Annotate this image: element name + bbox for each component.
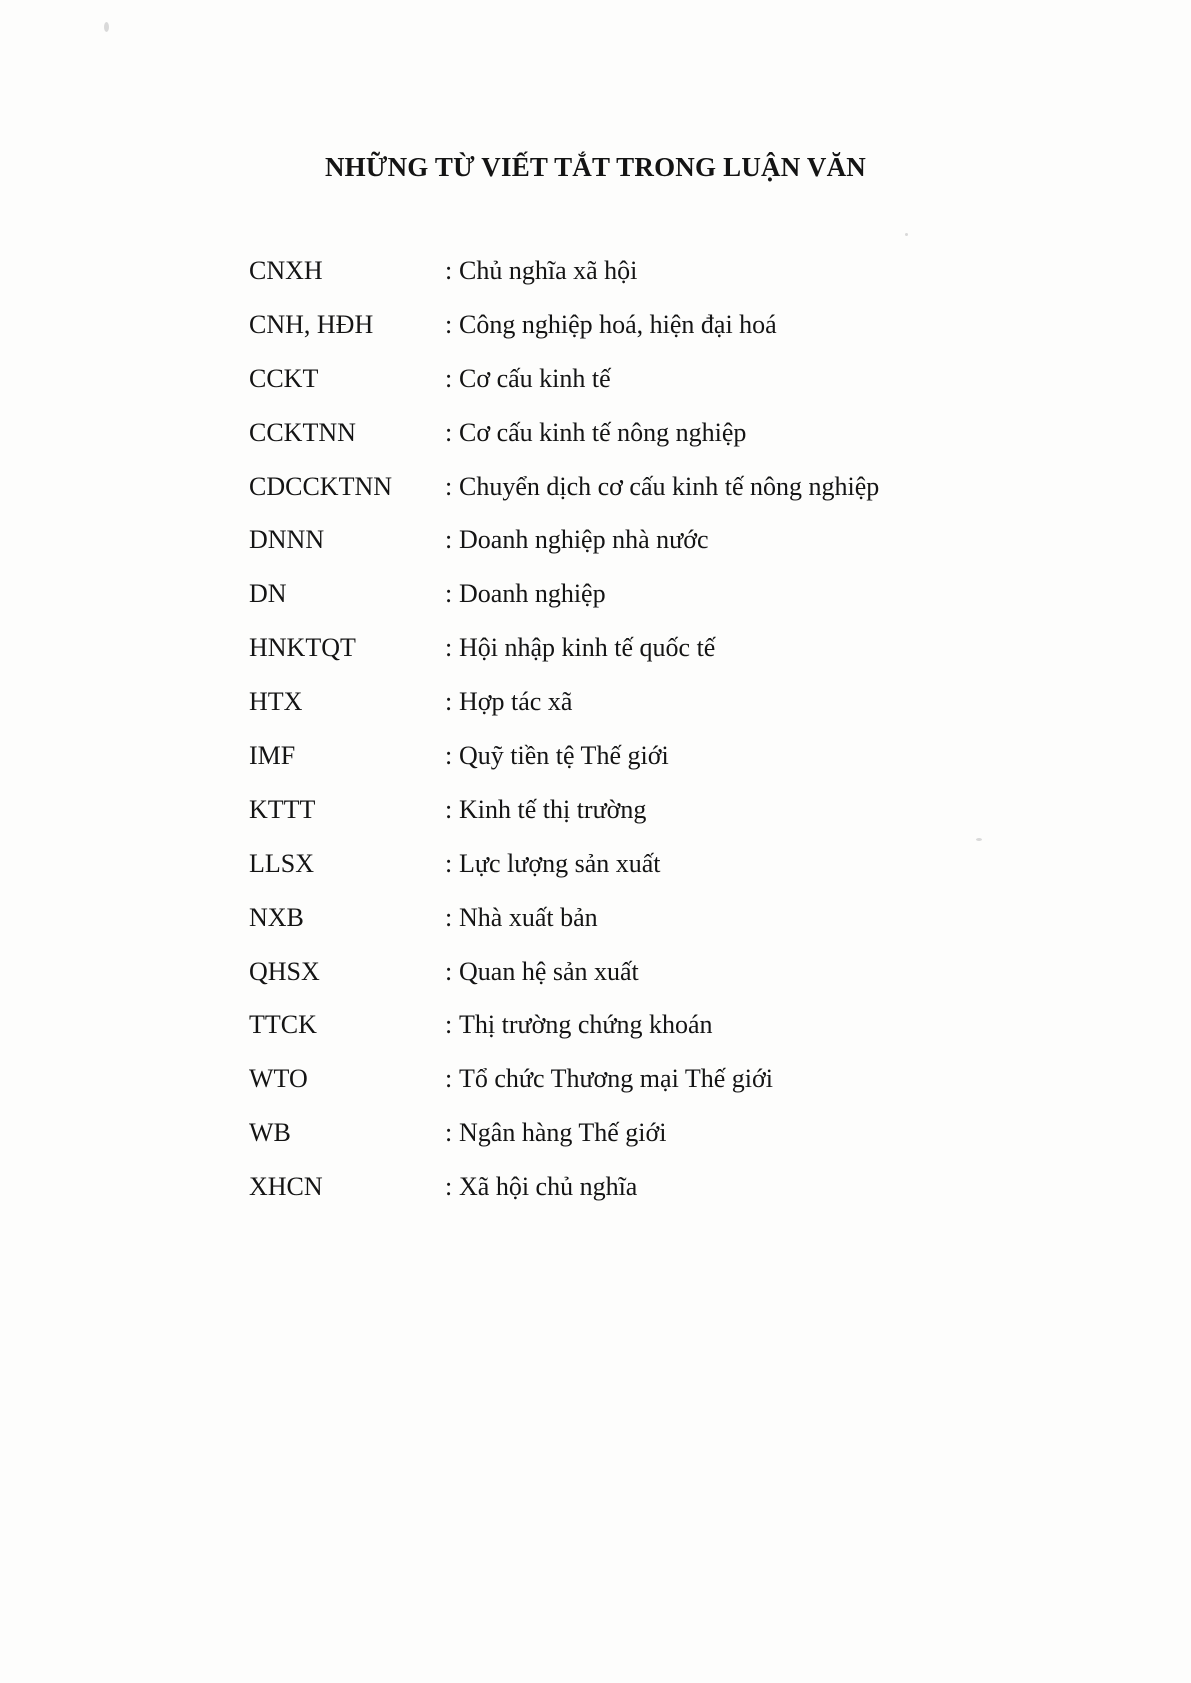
abbreviation-definition: Xã hội chủ nghĩa	[459, 1172, 638, 1202]
abbreviation-term: HTX	[249, 687, 303, 717]
abbreviation-term: CNXH	[249, 255, 323, 285]
abbreviation-term: WB	[249, 1118, 291, 1148]
abbreviation-definition: Chủ nghĩa xã hội	[459, 255, 638, 285]
abbreviation-definition: Cơ cấu kinh tế nông nghiệp	[459, 417, 747, 447]
abbreviation-separator: :	[445, 1118, 453, 1148]
abbreviation-separator: :	[445, 309, 453, 339]
abbreviation-term: CNH, HĐH	[249, 309, 374, 339]
abbreviation-separator: :	[445, 740, 453, 770]
abbreviation-term: HNKTQT	[249, 633, 356, 663]
abbreviation-separator: :	[445, 471, 453, 501]
abbreviation-term: CDCCKTNN	[249, 471, 393, 501]
abbreviation-separator: :	[445, 1172, 453, 1202]
abbreviation-separator: :	[445, 1010, 453, 1040]
abbreviation-row	[249, 837, 1069, 891]
abbreviation-row	[249, 1160, 1069, 1214]
abbreviation-term: WTO	[249, 1064, 308, 1094]
abbreviation-term: NXB	[249, 902, 304, 932]
abbreviation-row	[249, 567, 1069, 621]
abbreviation-separator: :	[445, 363, 453, 393]
abbreviation-list	[249, 244, 1069, 1214]
abbreviation-definition: Doanh nghiệp	[459, 579, 606, 609]
abbreviation-definition: Quỹ tiền tệ Thế giới	[459, 740, 669, 770]
abbreviation-row	[249, 675, 1069, 729]
abbreviation-separator: :	[445, 525, 453, 555]
abbreviation-row	[249, 298, 1069, 352]
abbreviation-separator: :	[445, 848, 453, 878]
abbreviation-definition: Doanh nghiệp nhà nước	[459, 525, 709, 555]
abbreviation-definition: Ngân hàng Thế giới	[459, 1118, 667, 1148]
abbreviation-separator: :	[445, 902, 453, 932]
abbreviation-row	[249, 406, 1069, 460]
abbreviation-term: CCKT	[249, 363, 319, 393]
abbreviation-separator: :	[445, 1064, 453, 1094]
abbreviation-term: DNNN	[249, 525, 325, 555]
abbreviation-row	[249, 945, 1069, 999]
abbreviation-separator: :	[445, 417, 453, 447]
abbreviation-separator: :	[445, 255, 453, 285]
scan-speck	[104, 22, 109, 32]
abbreviation-term: LLSX	[249, 848, 314, 878]
abbreviation-definition: Cơ cấu kinh tế	[459, 363, 611, 393]
abbreviation-definition: Lực lượng sản xuất	[459, 848, 661, 878]
abbreviation-separator: :	[445, 794, 453, 824]
abbreviation-definition: Công nghiệp hoá, hiện đại hoá	[459, 309, 777, 339]
abbreviation-definition: Hợp tác xã	[459, 687, 573, 717]
abbreviation-term: DN	[249, 579, 287, 609]
abbreviation-separator: :	[445, 687, 453, 717]
abbreviation-definition: Tổ chức Thương mại Thế giới	[459, 1064, 773, 1094]
abbreviation-term: IMF	[249, 740, 296, 770]
abbreviation-term: QHSX	[249, 956, 320, 986]
abbreviation-term: TTCK	[249, 1010, 317, 1040]
abbreviation-definition: Kinh tế thị trường	[459, 794, 647, 824]
abbreviation-row	[249, 998, 1069, 1052]
abbreviation-definition: Chuyển dịch cơ cấu kinh tế nông nghiệp	[459, 471, 880, 501]
abbreviation-separator: :	[445, 956, 453, 986]
abbreviation-term: CCKTNN	[249, 417, 356, 447]
abbreviation-term: KTTT	[249, 794, 316, 824]
abbreviation-separator: :	[445, 579, 453, 609]
abbreviation-row	[249, 352, 1069, 406]
abbreviation-separator: :	[445, 633, 453, 663]
abbreviation-definition: Quan hệ sản xuất	[459, 956, 639, 986]
abbreviation-row	[249, 1106, 1069, 1160]
abbreviation-row	[249, 783, 1069, 837]
abbreviation-definition: Thị trường chứng khoán	[459, 1010, 713, 1040]
abbreviation-row	[249, 513, 1069, 567]
abbreviation-definition: Nhà xuất bản	[459, 902, 598, 932]
abbreviation-row	[249, 729, 1069, 783]
abbreviation-row	[249, 460, 1069, 514]
page-title: NHỮNG TỪ VIẾT TẮT TRONG LUẬN VĂN	[324, 152, 867, 182]
scan-speck	[905, 233, 908, 236]
abbreviation-row	[249, 244, 1069, 298]
abbreviation-definition: Hội nhập kinh tế quốc tế	[459, 633, 716, 663]
abbreviation-term: XHCN	[249, 1172, 323, 1202]
abbreviation-row	[249, 621, 1069, 675]
abbreviation-row	[249, 891, 1069, 945]
abbreviation-row	[249, 1052, 1069, 1106]
